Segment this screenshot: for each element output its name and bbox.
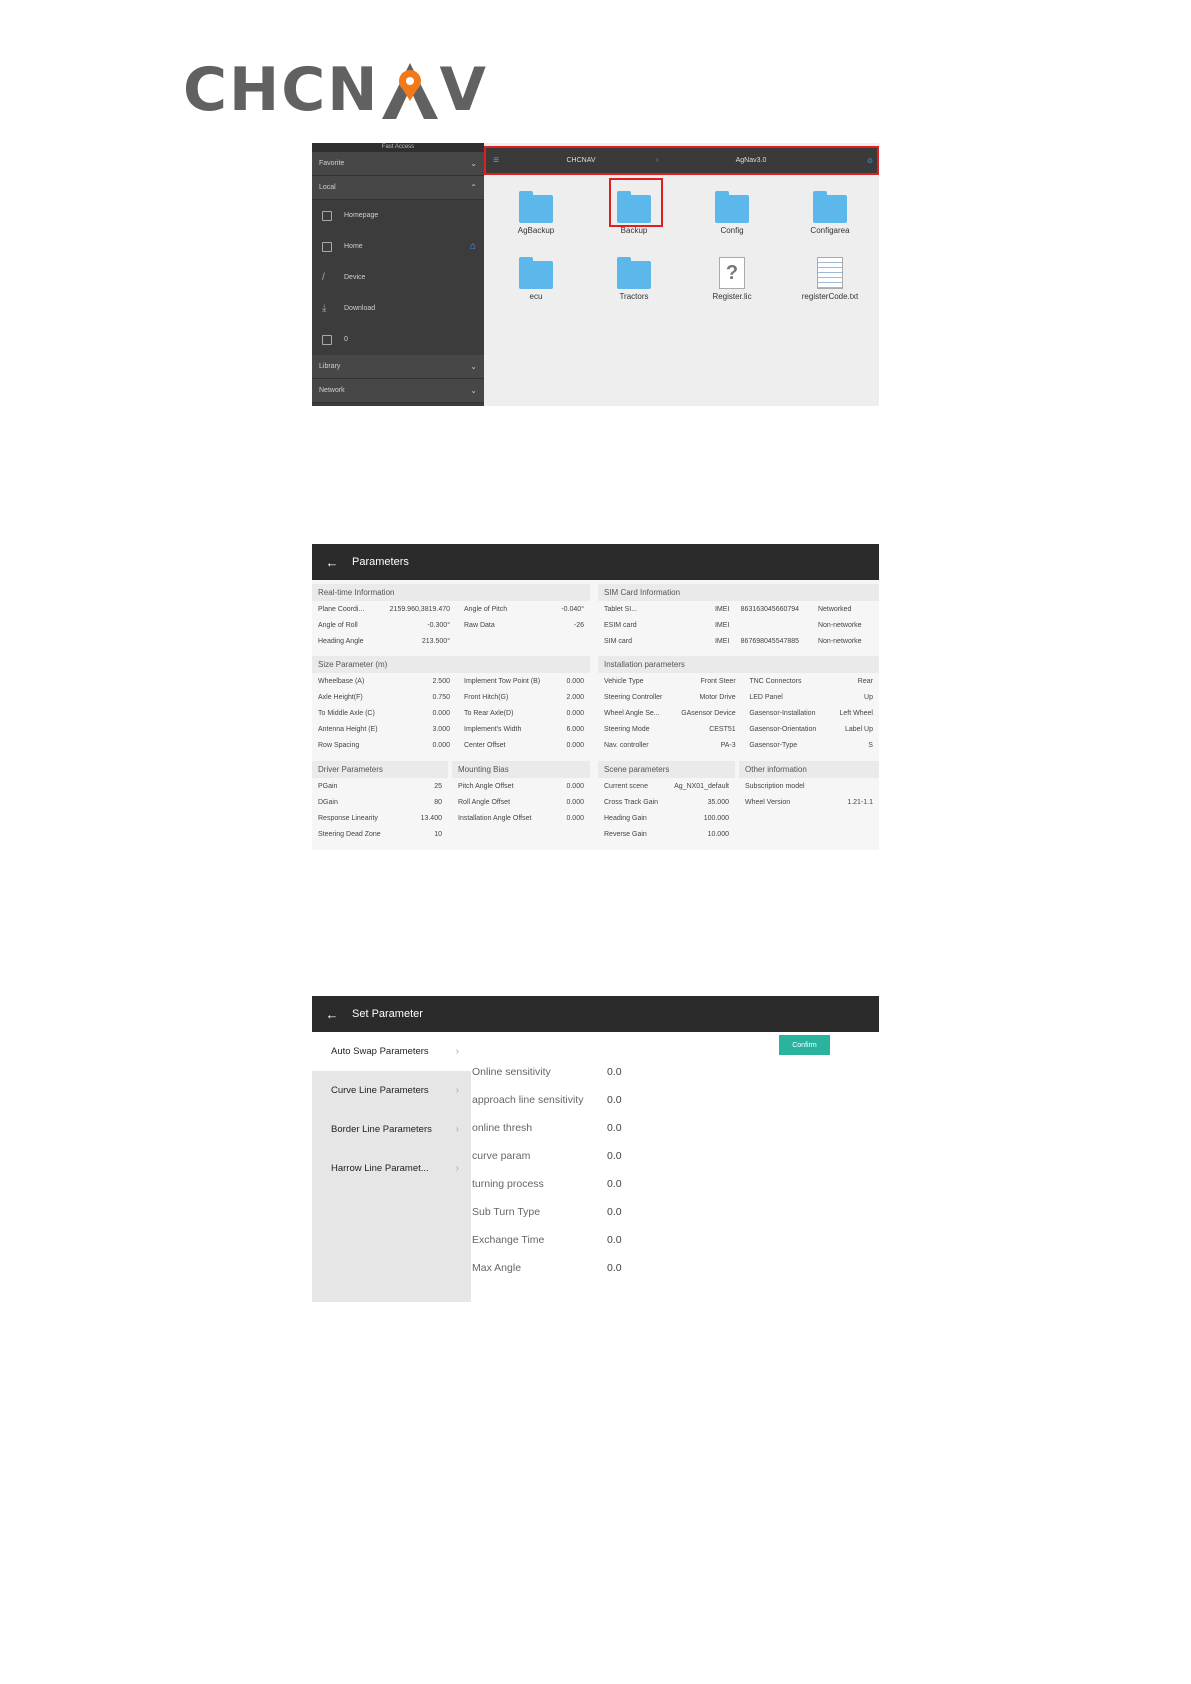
param-row (312, 673, 590, 689)
sidebar-item-label: 0 (344, 336, 348, 343)
set-home-icon[interactable]: ⌂ (469, 241, 476, 252)
section-label: Network (319, 387, 345, 394)
panel-title: Scene parameters (598, 761, 735, 778)
param-label: Reverse Gain (604, 831, 647, 839)
parameters-screenshot (312, 544, 879, 850)
param-value: 6.000 (566, 726, 584, 734)
category-curve-line[interactable] (312, 1071, 471, 1110)
param-label: PGain (318, 782, 338, 790)
param-row (739, 794, 879, 810)
chevron-up-icon: ⌃ (470, 183, 477, 192)
field-value[interactable]: 0.0 (607, 1150, 622, 1162)
param-label: Wheelbase (A) (318, 677, 365, 685)
sidebar-item-label: Device (344, 274, 366, 281)
param-label: Gasensor-Orientation (749, 726, 817, 734)
param-label: Angle of Roll (318, 621, 358, 629)
param-row (598, 601, 879, 617)
section-library[interactable] (312, 355, 484, 379)
param-value: 2.000 (566, 693, 584, 701)
param-value: -26 (573, 621, 584, 629)
param-row (598, 705, 879, 721)
category-auto-swap[interactable] (312, 1032, 471, 1071)
field-value[interactable]: 0.0 (607, 1094, 622, 1106)
param-value: 2.500 (432, 677, 450, 685)
param-value: Rear (857, 677, 873, 685)
param-label: Installation Angle Offset (458, 814, 532, 822)
param-label: Roll Angle Offset (458, 798, 511, 806)
settings-icon[interactable]: ⊙ (867, 157, 873, 165)
folder-icon (715, 195, 749, 223)
field-value[interactable]: 0.0 (607, 1178, 622, 1190)
param-label: Heading Angle (318, 637, 364, 645)
param-value: 10 (434, 831, 442, 839)
sidebar-item-device[interactable] (312, 262, 484, 293)
param-value: 10.000 (707, 831, 729, 839)
sidebar-item-homepage[interactable] (312, 200, 484, 231)
param-label: Pitch Angle Offset (458, 782, 514, 790)
section-label: Local (319, 184, 336, 191)
installation-panel (598, 656, 879, 754)
param-label: To Rear Axle(D) (464, 709, 514, 717)
chevron-right-icon: › (455, 1124, 459, 1135)
file-tile[interactable] (785, 195, 875, 235)
field-label: approach line sensitivity (472, 1094, 584, 1106)
field-value[interactable]: 0.0 (607, 1262, 622, 1274)
section-network[interactable] (312, 379, 484, 403)
param-row (739, 778, 879, 794)
section-local[interactable] (312, 176, 484, 200)
logo-text-left: CHCN (183, 55, 380, 125)
param-row (312, 827, 448, 843)
param-value: 213.500° (421, 637, 450, 645)
param-row (312, 722, 590, 738)
page-title: Set Parameter (352, 1008, 423, 1020)
realtime-panel (312, 584, 590, 650)
category-border-line[interactable] (312, 1110, 471, 1149)
param-row (312, 778, 448, 794)
param-label: Raw Data (464, 621, 495, 629)
param-value: 0.000 (432, 709, 450, 717)
param-label: Steering Mode (604, 726, 650, 734)
folder-icon (813, 195, 847, 223)
file-tile[interactable] (687, 257, 777, 301)
file-manager-sidebar (312, 143, 484, 406)
param-value: Front Steer (700, 677, 736, 685)
path-segment-chcnav[interactable]: CHCNAV (566, 157, 596, 164)
param-value: IMEI (714, 605, 730, 613)
parameter-field[interactable] (472, 1062, 732, 1082)
param-label: Gasensor-Installation (749, 709, 816, 717)
param-value: Left Wheel (839, 709, 873, 717)
size-panel (312, 656, 590, 754)
param-label: TNC Connectors (749, 677, 802, 685)
param-value: 0.000 (566, 709, 584, 717)
param-row (312, 633, 590, 649)
slash-icon: / (322, 272, 325, 283)
param-value: Up (864, 693, 873, 701)
param-row (312, 617, 590, 633)
category-harrow-line[interactable] (312, 1149, 471, 1188)
field-label: curve param (472, 1150, 531, 1162)
chevron-down-icon: ⌄ (470, 386, 477, 395)
param-value: 0.000 (432, 742, 450, 750)
file-name: registerCode.txt (801, 292, 859, 301)
param-label: DGain (318, 798, 338, 806)
panel-title: Size Parameter (m) (312, 656, 590, 673)
param-label: LED Panel (749, 693, 783, 701)
field-label: Exchange Time (472, 1234, 545, 1246)
driver-panel (312, 761, 448, 843)
sim-panel (598, 584, 879, 650)
param-row (598, 810, 735, 826)
chcnav-logo (183, 55, 488, 125)
set-parameter-header (312, 996, 879, 1032)
scene-panel (598, 761, 735, 843)
parameter-field[interactable] (472, 1230, 732, 1250)
param-label: Axle Height(F) (318, 693, 363, 701)
param-value: Ag_NX01_default (674, 782, 729, 790)
field-value[interactable]: 0.0 (607, 1206, 622, 1218)
param-label: Wheel Angle Se... (604, 709, 660, 717)
section-label: Library (319, 363, 341, 370)
param-value: 3.000 (432, 726, 450, 734)
logo-a-mark (380, 61, 440, 119)
file-tile[interactable] (491, 261, 581, 301)
file-name: Register.lic (712, 292, 752, 301)
param-row (598, 827, 735, 843)
param-row (598, 633, 879, 649)
path-bar (484, 146, 879, 175)
logo-text-right: V (439, 55, 488, 125)
param-value: 0.000 (566, 798, 584, 806)
param-value: -0.040° (561, 605, 584, 613)
field-label: turning process (472, 1178, 544, 1190)
category-label: Auto Swap Parameters (331, 1046, 429, 1057)
param-row (598, 689, 879, 705)
file-tile[interactable] (785, 257, 875, 301)
param-label: Vehicle Type (604, 677, 644, 685)
menu-icon[interactable]: ≡ (493, 155, 499, 166)
field-value[interactable]: 0.0 (607, 1234, 622, 1246)
file-grid (484, 181, 879, 401)
param-label: ESIM card (604, 621, 637, 629)
param-label: Implement Tow Point (B) (464, 677, 541, 685)
sidebar-item-download[interactable] (312, 293, 484, 324)
parameter-field[interactable] (472, 1202, 732, 1222)
category-label: Border Line Parameters (331, 1124, 432, 1135)
param-label: Plane Coordi... (318, 605, 365, 613)
set-parameter-screenshot (312, 996, 879, 1302)
param-value: IMEI (714, 637, 730, 645)
category-list (312, 1032, 471, 1302)
sidebar-item-label: Download (344, 305, 376, 312)
param-value: 13.400 (420, 814, 442, 822)
param-value: 0.000 (566, 677, 584, 685)
param-row (312, 794, 448, 810)
param-row (452, 794, 590, 810)
param-row (312, 601, 590, 617)
param-value: Non-networke (817, 637, 862, 645)
field-label: Max Angle (472, 1262, 522, 1274)
parameter-field[interactable] (472, 1090, 732, 1110)
param-value: GAsensor Device (681, 709, 736, 717)
field-label: online thresh (472, 1122, 533, 1134)
param-label: Current scene (604, 782, 648, 790)
param-value: CEST51 (709, 726, 736, 734)
param-row (598, 738, 879, 754)
back-arrow-icon[interactable]: ← (325, 1006, 339, 1022)
panel-title: SIM Card Information (598, 584, 879, 601)
param-label: Center Offset (464, 742, 506, 750)
parameter-field[interactable] (472, 1146, 732, 1166)
param-value: Motor Drive (699, 693, 736, 701)
chevron-right-icon: › (656, 157, 659, 164)
folder-icon (519, 261, 553, 289)
param-row (452, 810, 590, 826)
param-value: 1.21-1.1 (847, 798, 873, 806)
param-label: Cross Track Gain (604, 798, 659, 806)
panel-title: Mounting Bias (452, 761, 590, 778)
param-value: Non-networke (817, 621, 862, 629)
category-label: Curve Line Parameters (331, 1085, 429, 1096)
param-row (312, 738, 590, 754)
file-tile[interactable] (589, 261, 679, 301)
param-value: 25 (434, 782, 442, 790)
file-name: Configarea (810, 226, 850, 235)
param-value: -0.300° (427, 621, 450, 629)
fast-access-label: Fast Access (312, 143, 484, 152)
category-label: Harrow Line Paramet... (331, 1163, 429, 1174)
param-row (598, 778, 735, 794)
param-label: Steering Dead Zone (318, 831, 381, 839)
param-label: Implement's Width (464, 726, 522, 734)
param-value: 100.000 (703, 814, 729, 822)
param-row (598, 617, 879, 633)
param-row (312, 810, 448, 826)
param-value: 863163045660794 (740, 605, 800, 613)
param-value: 35.000 (707, 798, 729, 806)
home-icon (322, 211, 332, 221)
param-label: Subscription model (745, 782, 805, 790)
param-label: Angle of Pitch (464, 605, 508, 613)
page-title: Parameters (352, 556, 409, 568)
param-row (312, 689, 590, 705)
back-arrow-icon[interactable]: ← (325, 554, 339, 570)
chevron-down-icon: ⌄ (470, 159, 477, 168)
file-name: Backup (620, 226, 648, 235)
folder-icon (617, 261, 651, 289)
sidebar-item-label: Home (344, 243, 363, 250)
param-value: Label Up (844, 726, 873, 734)
parameter-field[interactable] (472, 1174, 732, 1194)
unknown-file-icon: ? (719, 257, 745, 289)
file-name: Tractors (619, 292, 649, 301)
file-name: Config (720, 226, 744, 235)
param-label: Heading Gain (604, 814, 647, 822)
parameter-field[interactable] (472, 1118, 732, 1138)
section-label: Favorite (319, 160, 345, 167)
param-row (452, 778, 590, 794)
panel-title: Real-time Information (312, 584, 590, 601)
param-value: 0.000 (566, 814, 584, 822)
selection-highlight (609, 178, 663, 227)
file-tile[interactable] (687, 195, 777, 235)
parameter-field[interactable] (472, 1258, 732, 1278)
param-label: Wheel Version (745, 798, 791, 806)
param-label: Gasensor-Type (749, 742, 798, 750)
param-label: Front Hitch(G) (464, 693, 509, 701)
chevron-right-icon: › (455, 1163, 459, 1174)
chevron-right-icon: › (455, 1085, 459, 1096)
sidebar-item-storage[interactable] (312, 324, 484, 355)
param-label: To Middle Axle (C) (318, 709, 375, 717)
param-value: 2159.960,3819.470 (389, 605, 450, 613)
param-label: Steering Controller (604, 693, 663, 701)
param-value: PA-3 (720, 742, 736, 750)
param-label: Antenna Height (E) (318, 726, 378, 734)
other-info-panel (739, 761, 879, 810)
file-manager-screenshot (312, 143, 879, 406)
panel-title: Other information (739, 761, 879, 778)
param-label: Tablet SI... (604, 605, 638, 613)
param-row (312, 705, 590, 721)
chevron-right-icon: › (455, 1046, 459, 1057)
chevron-down-icon: ⌄ (470, 362, 477, 371)
param-value: 0.750 (432, 693, 450, 701)
param-label: Nav. controller (604, 742, 649, 750)
folder-icon (519, 195, 553, 223)
field-value[interactable]: 0.0 (607, 1122, 622, 1134)
param-row (598, 673, 879, 689)
panel-title: Installation parameters (598, 656, 879, 673)
sidebar-item-label: Homepage (344, 212, 379, 219)
parameters-header (312, 544, 879, 580)
param-value: 0.000 (566, 742, 584, 750)
param-label: SIM card (604, 637, 633, 645)
file-tile[interactable] (491, 195, 581, 235)
file-name: ecu (529, 292, 543, 301)
section-favorite[interactable] (312, 152, 484, 176)
param-value: 867698045547885 (740, 637, 800, 645)
param-value: Networked (817, 605, 852, 613)
text-file-icon (817, 257, 843, 289)
download-icon: ⤓ (322, 303, 327, 314)
param-row (598, 794, 735, 810)
confirm-button[interactable]: Confirm (779, 1035, 830, 1055)
mounting-panel (452, 761, 590, 827)
folder-icon (322, 242, 332, 252)
param-label: Row Spacing (318, 742, 360, 750)
field-value[interactable]: 0.0 (607, 1066, 622, 1078)
sd-card-icon (322, 335, 332, 345)
field-label: Online sensitivity (472, 1066, 551, 1078)
sidebar-item-home[interactable] (312, 231, 484, 262)
field-label: Sub Turn Type (472, 1206, 541, 1218)
param-value: 0.000 (566, 782, 584, 790)
param-value: S (868, 742, 873, 750)
file-name: AgBackup (517, 226, 555, 235)
path-segment-agnav[interactable]: AgNav3.0 (735, 157, 767, 164)
param-row (598, 722, 879, 738)
param-value: IMEI (714, 621, 730, 629)
param-value: 80 (434, 798, 442, 806)
param-label: Response Linearity (318, 814, 378, 822)
panel-title: Driver Parameters (312, 761, 448, 778)
